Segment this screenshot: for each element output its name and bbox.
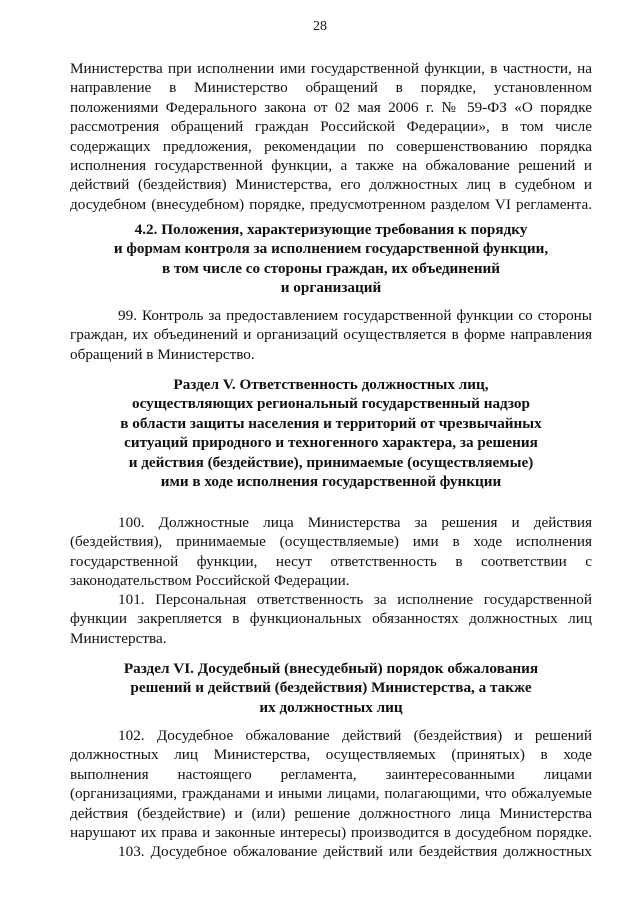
- text-line: действия (бездействие) и (или) решение должностного лица Министерства: [70, 804, 592, 822]
- heading-line: и действия (бездействие), принимаемые (осуществляемые): [128, 453, 534, 471]
- text-line: выполнения настоящего регламента, заинтересованными лицами: [70, 765, 592, 783]
- paragraph-99: [70, 306, 592, 364]
- heading-line: решений и действий (бездействия) Министерства, а также: [130, 679, 532, 697]
- heading-line: ситуаций природного и техногенного характера, за решения: [124, 434, 538, 452]
- text-line: положениями Федерального закона от 02 мая 2006 г. № 59-ФЗ «О порядке: [70, 98, 592, 116]
- section-heading-v: [70, 375, 592, 491]
- text-line: 99. Контроль за предоставлением государственной функции со стороны: [118, 307, 592, 324]
- text-line: Министерства при исполнении ими государственной функции, в частности, на: [70, 60, 592, 77]
- heading-line: их должностных лиц: [259, 698, 403, 716]
- heading-line: и формам контроля за исполнением государственной функции,: [113, 240, 549, 258]
- heading-line: ими в ходе исполнения государственной функции: [160, 473, 502, 491]
- text-line: должностных лиц Министерства, осуществляемых (принятых) в ходе: [70, 746, 592, 764]
- heading-line: Раздел V. Ответственность должностных лиц,: [173, 376, 489, 393]
- heading-line: осуществляющих региональный государственный надзор: [132, 395, 530, 413]
- paragraph-100: [70, 513, 592, 591]
- text-line: досудебном (внесудебном) порядке, предусмотренном разделом VI регламента.: [70, 195, 592, 213]
- text-line: 102. Досудебное обжалование действий (бездействия) и решений: [118, 727, 592, 744]
- text-line: обращений в Министерство.: [70, 345, 255, 363]
- heading-line: и организаций: [280, 279, 382, 297]
- paragraph-101: [70, 590, 592, 648]
- heading-line: 4.2. Положения, характеризующие требования к порядку: [134, 221, 528, 238]
- heading-line: в том числе со стороны граждан, их объединений: [161, 259, 501, 277]
- text-line: 103. Досудебное обжалование действий или бездействия должностных: [118, 843, 592, 860]
- text-line: рассмотрения обращений граждан Российской Федерации», в том числе: [70, 118, 592, 136]
- section-heading-vi: [70, 659, 592, 717]
- text-line: граждан, их объединений и организаций осуществляется в форме направления: [70, 326, 592, 344]
- text-line: (бездействия), принимаемые (осуществляемые) ими в ходе исполнения: [70, 533, 592, 551]
- text-line: 101. Персональная ответственность за исполнение государственной: [118, 591, 592, 608]
- text-line: нарушают их права и законные интересы) производится в досудебном порядке.: [70, 824, 592, 842]
- paragraph-103: [70, 842, 592, 861]
- text-line: 100. Должностные лица Министерства за решения и действия: [118, 514, 592, 531]
- heading-line: в области защиты населения и территорий от чрезвычайных: [120, 414, 542, 432]
- text-line: содержащих предложения, рекомендации по совершенствованию порядка: [70, 137, 592, 155]
- text-line: функции закрепляется в функциональных обязанностях должностных лиц: [70, 610, 592, 628]
- text-line: исполнения государственной функции, а также на обжалование решений и: [70, 157, 592, 175]
- text-line: Министерства.: [70, 629, 167, 647]
- section-heading-4-2: [70, 220, 592, 298]
- text-line: государственной функции, несут ответственность в соответствии с: [70, 552, 592, 570]
- heading-line: Раздел VI. Досудебный (внесудебный) порядок обжалования: [123, 660, 539, 677]
- text-line: (организациями, гражданами и иными лицами, полагающими, что обжалуемые: [70, 785, 592, 803]
- paragraph-102: [70, 726, 592, 842]
- intro-paragraph: [70, 59, 592, 214]
- text-line: направление в Министерство обращений в порядке, установленном: [70, 79, 592, 97]
- page-number: 28: [313, 19, 327, 34]
- text-line: действий (бездействия) Министерства, его должностных лиц в судебном и: [70, 176, 592, 194]
- text-line: законодательством Российской Федерации.: [70, 572, 350, 590]
